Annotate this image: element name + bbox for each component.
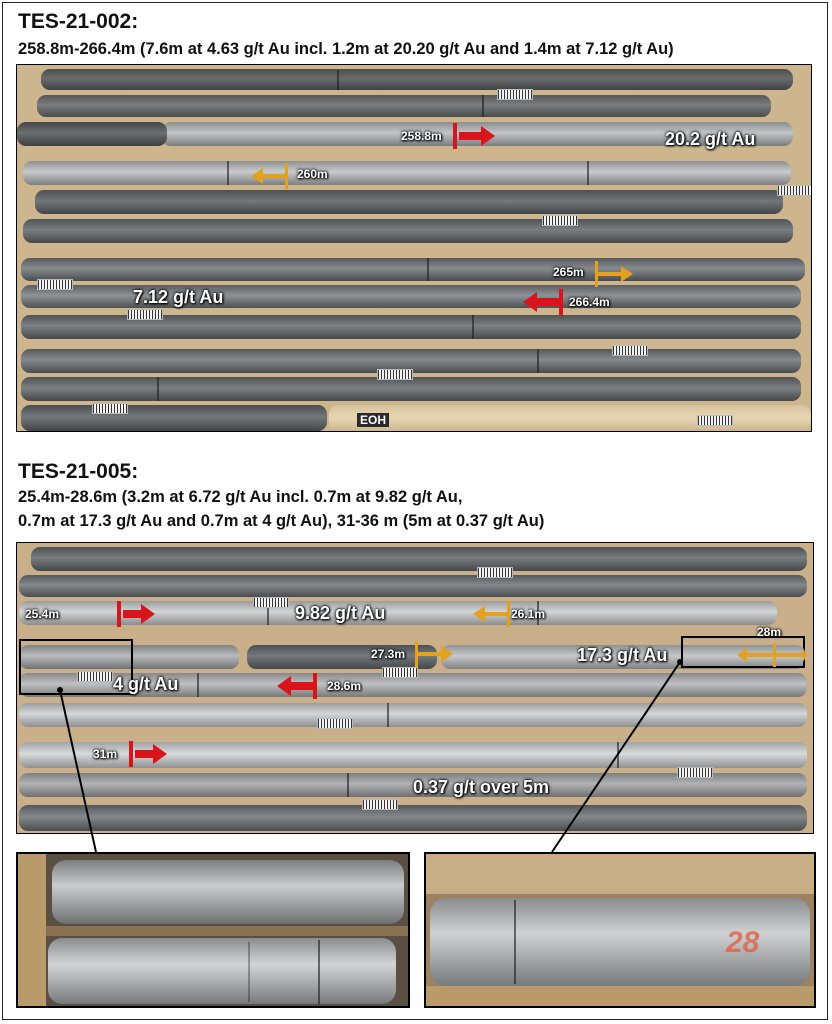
- inset-closeup-right: [424, 852, 816, 1008]
- hole1-summary: 258.8m-266.4m (7.6m at 4.63 g/t Au incl. 1.2m at 20.20 g/t Au and 1.4m at 7.12 g/t Au): [18, 40, 674, 58]
- hole2-summary-line1: 25.4m-28.6m (3.2m at 6.72 g/t Au incl. 0.7m at 9.82 g/t Au,: [18, 488, 463, 506]
- eoh-label: EOH: [357, 413, 389, 427]
- depth-label-266-4: 266.4m: [569, 295, 610, 309]
- inset-closeup-left: [16, 852, 410, 1008]
- depth-label-258-8: 258.8m: [401, 129, 442, 143]
- depth-label-28-6: 28.6m: [327, 679, 362, 693]
- depth-label-26-1: 26.1m: [511, 607, 546, 621]
- depth-label-27-3: 27.3m: [371, 647, 406, 661]
- depth-label-28: 28m: [757, 625, 782, 639]
- grade-label-17-3: 17.3 g/t Au: [577, 645, 668, 665]
- grade-label-4: 4 g/t Au: [113, 674, 179, 694]
- depth-label-265: 265m: [553, 265, 584, 279]
- grade-label-7-12: 7.12 g/t Au: [133, 287, 224, 307]
- grade-label-20-2: 20.2 g/t Au: [665, 129, 756, 149]
- depth-label-31: 31m: [93, 747, 118, 761]
- grade-label-0-37: 0.37 g/t over 5m: [413, 777, 550, 797]
- hole2-summary-line2: 0.7m at 17.3 g/t Au and 0.7m at 4 g/t Au), 31-36 m (5m at 0.37 g/t Au): [18, 512, 545, 530]
- depth-label-25-4: 25.4m: [25, 607, 60, 621]
- hole1-title: TES-21-002:: [18, 10, 139, 33]
- hole2-title: TES-21-005:: [18, 460, 139, 483]
- depth-label-260: 260m: [297, 167, 328, 181]
- inset-depth-handwriting: 28: [726, 926, 760, 959]
- grade-label-9-82: 9.82 g/t Au: [295, 603, 386, 623]
